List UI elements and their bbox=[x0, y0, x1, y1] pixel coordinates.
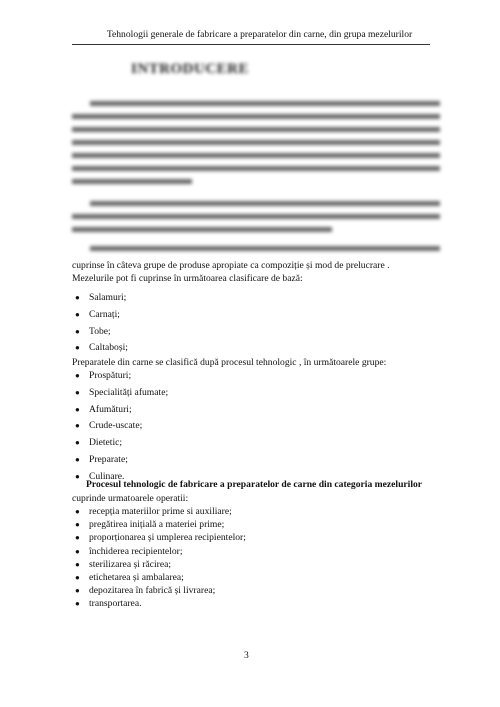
bullet-icon: ● bbox=[75, 371, 80, 380]
bullet-icon: ● bbox=[75, 454, 80, 464]
intro-title: INTRODUCERE bbox=[131, 61, 250, 77]
list-item: ● Specialități afumate; bbox=[72, 385, 168, 402]
classification-intro bbox=[72, 259, 442, 285]
classification-intro-line2: Mezelurile pot fi cuprinse în următoarea clasificare de bază: bbox=[72, 273, 303, 284]
bullet-icon: ● bbox=[75, 343, 80, 353]
list-item: ● recepția materiilor prime si auxiliare; bbox=[75, 506, 232, 517]
bullet-icon: ● bbox=[75, 520, 80, 530]
list-item: ● proporționarea și umplerea recipientelor; bbox=[75, 532, 246, 544]
list-item: ● Afumături; bbox=[72, 402, 168, 419]
list-item: ● Salamuri; bbox=[72, 290, 128, 307]
list-item: ● Crude-uscate; bbox=[72, 418, 168, 435]
bullet-icon: ● bbox=[75, 599, 80, 609]
process-classification-intro: Preparatele din carne se clasifică după procesul tehnologic , în următoarele grupe: bbox=[72, 357, 387, 368]
bullet-icon: ● bbox=[75, 387, 80, 397]
list-item: ● Carnați; bbox=[72, 307, 128, 324]
bullet-icon: ● bbox=[75, 293, 80, 302]
preparate-list bbox=[72, 368, 168, 486]
list-item: ● etichetarea și ambalarea; bbox=[75, 571, 184, 583]
list-item: ● sterilizarea și răcirea; bbox=[75, 558, 172, 570]
list-item: ● Preparate; bbox=[72, 452, 168, 469]
blurred-text-lines bbox=[0, 0, 500, 265]
classification-intro-line1: cuprinse în câteva grupe de produse apropiate ca compoziție și mod de prelucrare . bbox=[72, 260, 390, 271]
bullet-icon: ● bbox=[75, 404, 80, 414]
bullet-icon: ● bbox=[75, 438, 80, 448]
bullet-icon: ● bbox=[75, 586, 80, 596]
bullet-icon: ● bbox=[75, 559, 80, 569]
page-number: 3 bbox=[244, 650, 249, 661]
list-item: ● Caltaboși; bbox=[72, 340, 128, 357]
bullet-icon: ● bbox=[75, 533, 80, 543]
bullet-icon: ● bbox=[75, 507, 80, 516]
mezeluri-list bbox=[72, 290, 128, 357]
bullet-icon: ● bbox=[75, 546, 80, 556]
list-item: ● pregătirea inițială a materiei prime; bbox=[75, 519, 225, 531]
blurred-preview-area bbox=[0, 0, 500, 265]
list-item: ● Dietetic; bbox=[72, 435, 168, 452]
list-item: ● transportarea. bbox=[75, 598, 142, 610]
bullet-icon: ● bbox=[75, 326, 80, 336]
list-item: ● Tobe; bbox=[72, 324, 128, 341]
bullet-icon: ● bbox=[75, 421, 80, 431]
bullet-icon: ● bbox=[75, 309, 80, 319]
page-header: Tehnologii generale de fabricare a preparatelor din carne, din grupa mezelurilor bbox=[106, 29, 413, 40]
bullet-icon: ● bbox=[75, 572, 80, 582]
process-heading: Procesul tehnologic de fabricare a preparatelor de carne din categoria mezelurilor bbox=[86, 479, 423, 490]
list-item: ● depozitarea în fabrică și livrarea; bbox=[75, 585, 216, 597]
list-item: ● Culinare. bbox=[72, 469, 168, 486]
bullet-icon: ● bbox=[75, 471, 80, 481]
process-intro: cuprinde urmatoarele operatii: bbox=[72, 493, 189, 504]
list-item: ● Prospături; bbox=[72, 368, 168, 385]
operations-list bbox=[72, 505, 246, 611]
list-item: ● închiderea recipientelor; bbox=[75, 545, 183, 557]
